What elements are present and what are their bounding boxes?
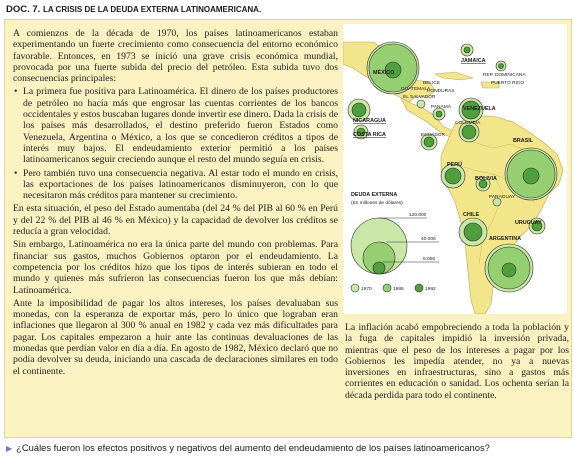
label-belice: BELICE bbox=[423, 81, 441, 86]
bubble-brasil bbox=[505, 148, 557, 200]
legend-scale-40000: 40.000 bbox=[421, 237, 436, 242]
document-panel bbox=[4, 19, 572, 438]
paragraph-inflation: La inflación acabó empobreciendo a toda la población y la fuga de capitales impidió la inversión privada, mientras que el peso de los intereses a pagar por los Gobiernos les impedía atender, no ya a nuevas inversiones en infraestructuras, sino a gastos más corrientes en educación o sanidad. Los ochenta serían la década perdida para todo el continente. bbox=[345, 322, 569, 401]
label-ecuador: ECUADOR bbox=[421, 133, 445, 138]
label-rep-dominicana: REP. DOMINICANA bbox=[483, 73, 526, 78]
paragraph-devaluation: Ante la imposibilidad de pagar los altos intereses, los países devaluaban sus monedas, con la esperanza de exportar más, pero lo único que lograban eran inflaciones que llegaron al 300 % anual en 1982 y cada vez más dificultades para pagar. Los capitales empezaron a huir ante las continuas devaluaciones de las monedas que perdían valor en día a día. En agosto de 1982, México declaró que no podía devolver su deuda, iniciando una cascada de declaraciones similares en todo el continente. bbox=[13, 297, 338, 377]
doc-title bbox=[6, 4, 261, 15]
activity-question bbox=[6, 442, 490, 453]
legend-year-1970: 1970 bbox=[361, 287, 372, 292]
label-brasil: BRASIL bbox=[513, 138, 534, 144]
label-honduras: HONDURAS bbox=[427, 89, 455, 94]
legend-year-1986: 1986 bbox=[393, 287, 404, 292]
play-arrow-icon: ▶ bbox=[6, 444, 13, 453]
label-uruguay: URUGUAY bbox=[515, 220, 542, 226]
label-paraguay: PARAGUAY bbox=[489, 195, 515, 200]
label-costa-rica: COSTA RICA bbox=[353, 132, 386, 138]
label-mexico: MÉXICO bbox=[373, 70, 395, 76]
bullet-icon: • bbox=[14, 86, 18, 98]
paragraph-competition: Sin embargo, Latinoamérica no era la única parte del mundo con problemas. Para financiar sus gastos, muchos Gobiernos optaron por el endeudamiento. La competencia por los créditos hizo que los tipos de interés subieran en todo el mundo y quienes más sufrieron las consecuencias fueron los que más debían: Latinoamérica. bbox=[13, 239, 338, 296]
label-guatemala: GUATEMALA bbox=[401, 87, 431, 92]
label-argentina: ARGENTINA bbox=[489, 236, 522, 242]
bullet-negative: Pero también tuvo una consecuencia negativa. Al estar todo el mundo en crisis, las exportaciones de los países latinoamericanos disminuyeron, con lo que necesitaron más créditos para mantener su crecimiento. bbox=[23, 167, 338, 202]
label-jamaica: JAMAICA bbox=[461, 58, 486, 64]
question-text: ¿Cuáles fueron los efectos positivos y negativos del aumento del endeudamiento de los países latinoamericanos? bbox=[16, 442, 490, 453]
doc-number: DOC. 7. bbox=[6, 4, 41, 15]
label-el-salvador: EL SALVADOR bbox=[403, 95, 436, 100]
bubble-jamaica bbox=[461, 44, 473, 56]
legend-subtitle: (En millones de dólares) bbox=[351, 201, 403, 206]
bullet-icon: • bbox=[14, 167, 18, 179]
list-item bbox=[13, 168, 338, 202]
label-puerto-rico: PUERTO RICO bbox=[491, 81, 525, 86]
debt-map bbox=[343, 24, 567, 314]
left-text-column bbox=[13, 28, 338, 379]
label-bolivia: BOLIVIA bbox=[475, 176, 497, 182]
bubble-chile bbox=[459, 218, 487, 246]
label-chile: CHILE bbox=[463, 212, 480, 218]
label-peru: PERÚ bbox=[447, 162, 462, 168]
bullet-positive: La primera fue positiva para Latinoamérica. El dinero de los países productores de petróleo no hacía más que engrosar las cuentas corrientes de los bancos occidentales y estos buscaban lugares donde invertir ese dinero. Dada la crisis de los países más desarrollados, el destino preferido fueron Estados como Venezuela, Argentina o México, a los que se concedieron créditos a tipos de interés muy bajos. El endeudamiento exterior permitió a los países latinoamericanos seguir creciendo aunque el resto del mundo seguía en crisis. bbox=[23, 86, 338, 166]
doc-heading: LA CRISIS DE LA DEUDA EXTERNA LATINOAMERICANA. bbox=[42, 5, 262, 14]
right-text-column bbox=[345, 322, 569, 401]
bubble-honduras bbox=[417, 100, 425, 108]
map-svg bbox=[343, 24, 567, 314]
label-venezuela: VENEZUELA bbox=[463, 106, 496, 112]
legend-year-1992: 1992 bbox=[425, 287, 436, 292]
bubble-dominicana bbox=[496, 61, 506, 71]
label-nicaragua: NICARAGUA bbox=[353, 118, 386, 124]
paragraph-state-weight: En esta situación, el peso del Estado aumentaba (del 24 % del PIB al 60 % en Perú y del 22 % del PIB al 46 % en México) y la capacidad de devolver los créditos se reducía a gran velocidad. bbox=[13, 203, 338, 238]
legend-scale-120000: 120.000 bbox=[409, 213, 427, 218]
consequences-list bbox=[13, 86, 338, 201]
legend-title: DEUDA EXTERNA bbox=[351, 192, 398, 198]
label-panama: PANAMÁ bbox=[431, 105, 451, 110]
list-item bbox=[13, 86, 338, 165]
paragraph-intro: A comienzos de la década de 1970, los países latinoamericanos estaban experimentando un fuerte crecimiento como consecuencia del entorno económico favorable. Entonces, en 1973 se inició una grave crisis económica mundial, provocada por una fuerte subida del precio del petróleo. Esta subida tuvo dos consecuencias principales: bbox=[13, 28, 338, 85]
legend-scale-5000: 5.000 bbox=[423, 257, 436, 262]
label-colombia: COLOMBIA bbox=[455, 121, 481, 126]
bubble-argentina bbox=[485, 244, 533, 292]
